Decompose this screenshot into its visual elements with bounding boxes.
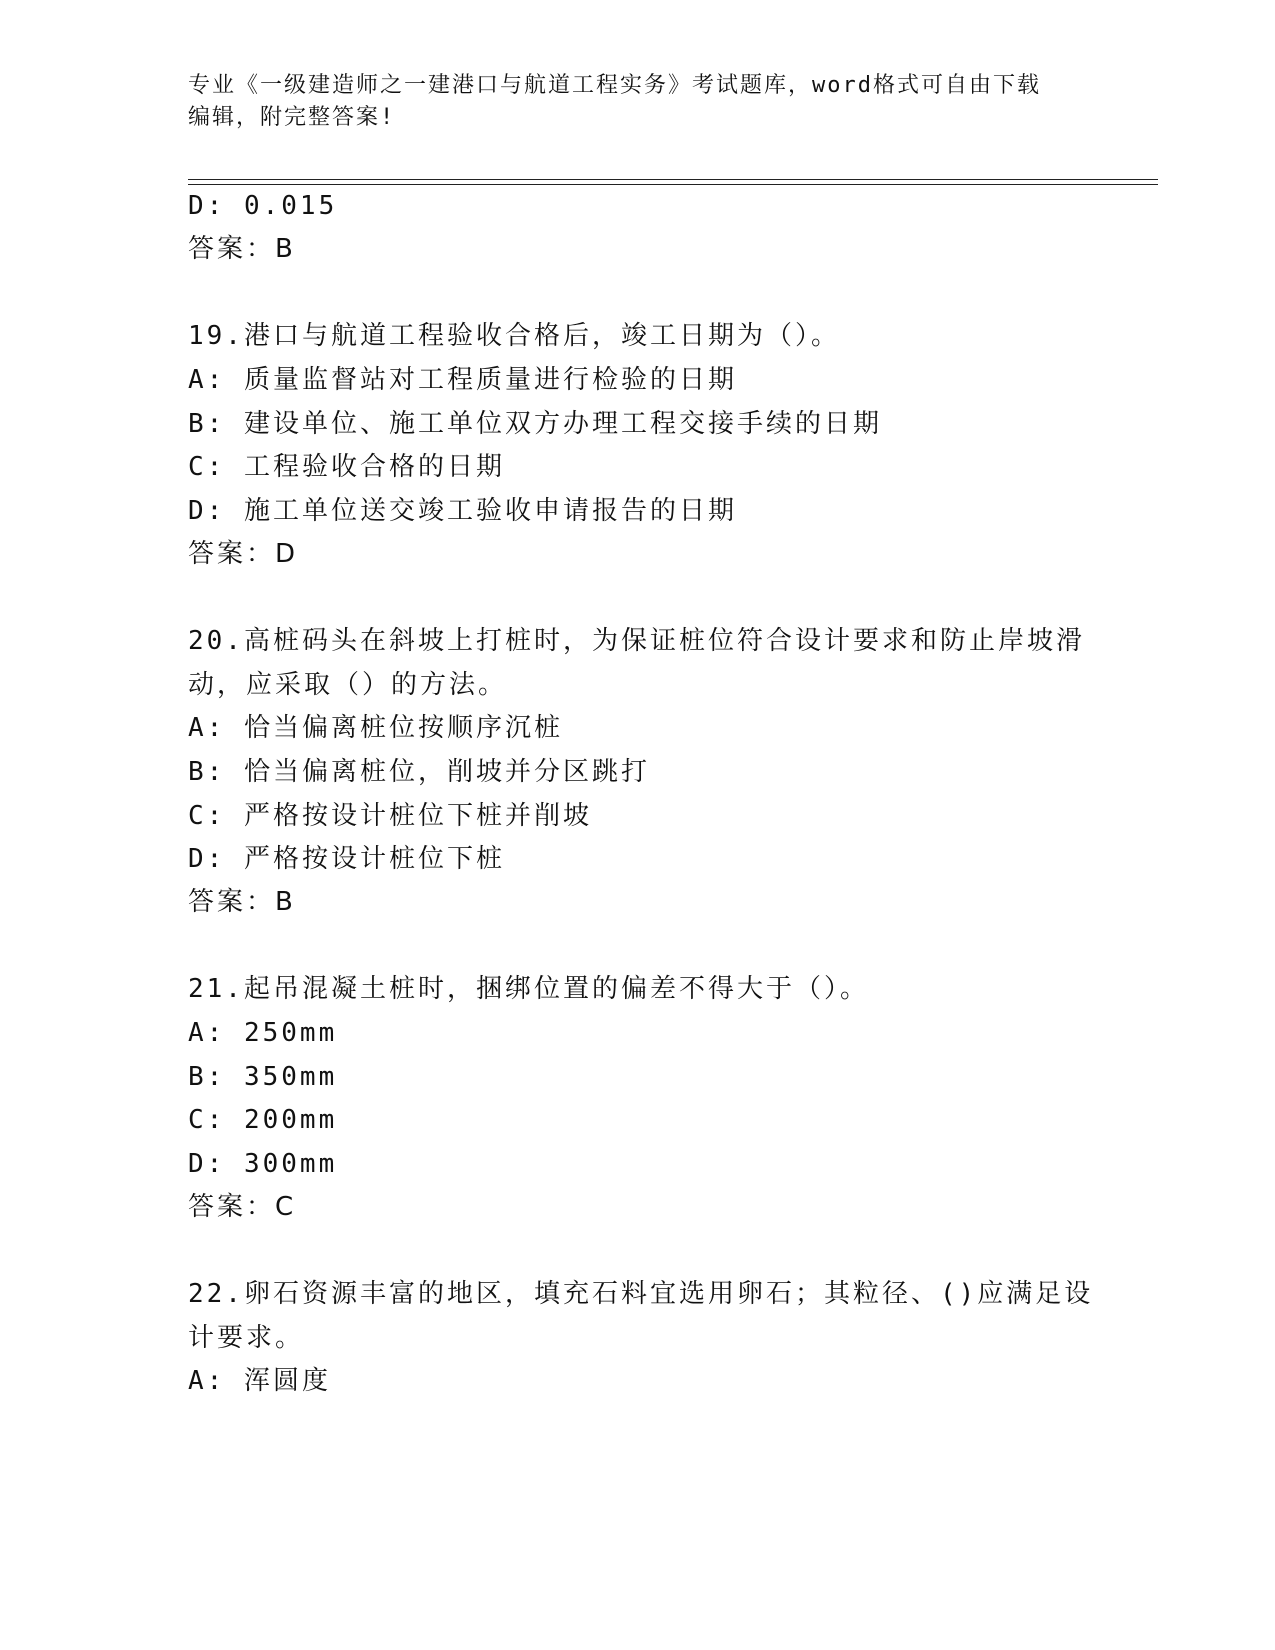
q19-option-d: D: 施工单位送交竣工验收申请报告的日期: [188, 496, 737, 526]
header-divider-top: [188, 179, 1158, 180]
q22-option-a: A: 浑圆度: [188, 1366, 331, 1396]
q20-option-a: A: 恰当偏离桩位按顺序沉桩: [188, 713, 563, 743]
q19-option-b: B: 建设单位、施工单位双方办理工程交接手续的日期: [188, 409, 882, 439]
q20-option-b: B: 恰当偏离桩位，削坡并分区跳打: [188, 757, 650, 787]
q22-stem-line-1: 22.卵石资源丰富的地区，填充石料宜选用卵石；其粒径、()应满足设: [188, 1279, 1094, 1309]
q19-stem: 19.港口与航道工程验收合格后，竣工日期为（）。: [188, 321, 840, 351]
q20-option-d: D: 严格按设计桩位下桩: [188, 844, 505, 874]
q21-stem: 21.起吊混凝土桩时，捆绑位置的偏差不得大于（）。: [188, 974, 869, 1004]
q20-answer: 答案：B: [188, 887, 296, 917]
q20-stem-line-1: 20.高桩码头在斜坡上打桩时，为保证桩位符合设计要求和防止岸坡滑: [188, 626, 1085, 656]
q22-stem-line-2: 计要求。: [188, 1323, 305, 1353]
q19-option-c: C: 工程验收合格的日期: [188, 452, 505, 482]
q21-option-a: A: 250mm: [188, 1018, 338, 1048]
q21-answer: 答案：C: [188, 1192, 297, 1222]
q18-answer: 答案：B: [188, 234, 296, 264]
q19-answer: 答案：D: [188, 539, 299, 569]
header-divider-bottom: [188, 184, 1158, 185]
document-header: [188, 70, 1078, 134]
q18-option-d: D: 0.015: [188, 191, 338, 221]
header-line-1: 专业《一级建造师之一建港口与航道工程实务》考试题库，word格式可自由下载: [188, 73, 1041, 98]
q20-option-c: C: 严格按设计桩位下桩并削坡: [188, 801, 592, 831]
q21-option-b: B: 350mm: [188, 1062, 338, 1092]
header-line-2: 编辑，附完整答案!: [188, 105, 396, 130]
q21-option-c: C: 200mm: [188, 1105, 338, 1135]
q19-option-a: A: 质量监督站对工程质量进行检验的日期: [188, 365, 737, 395]
q20-stem-line-2: 动，应采取（）的方法。: [188, 670, 508, 700]
q21-option-d: D: 300mm: [188, 1149, 338, 1179]
